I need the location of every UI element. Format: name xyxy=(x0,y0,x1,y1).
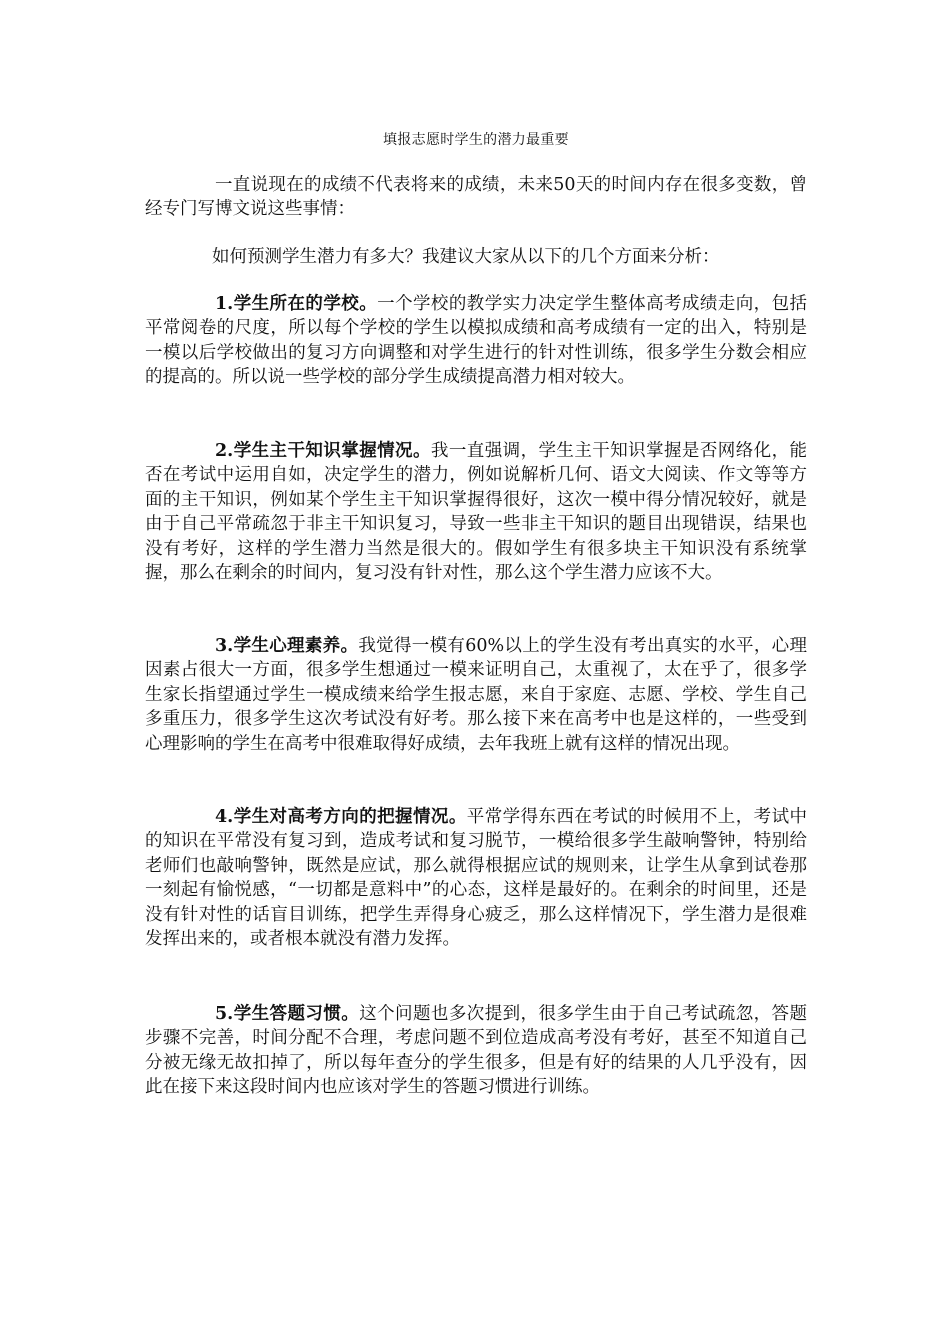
point-heading-4: 4.学生对高考方向的把握情况。 xyxy=(215,807,467,827)
point-paragraph-3 xyxy=(145,634,807,756)
point-heading-2: 2.学生主干知识掌握情况。 xyxy=(215,441,431,461)
point-paragraph-5 xyxy=(145,1002,807,1100)
point-heading-5: 5.学生答题习惯。 xyxy=(215,1004,360,1024)
point-body-4: 平常学得东西在考试的时候用不上，考试中的知识在平常没有复习到，造成考试和复习脱节，一模给很多学生敲响警钟，特别给老师们也敲响警钟，既然是应试，那么就得根据应试的规则来，让学生从拿到试卷那一刻起有愉悦感，“一切都是意料中”的心态，这样是最好的。在剩余的时间里，还是没有针对性的话盲目训练，把学生弄得身心疲乏，那么这样情况下，学生潜力是很难发挥出来的，或者根本就没有潜力发挥。 xyxy=(145,807,807,950)
point-heading-3: 3.学生心理素养。 xyxy=(215,636,359,656)
question-paragraph: 如何预测学生潜力有多大？我建议大家从以下的几个方面来分析： xyxy=(212,247,720,267)
point-body-2: 我一直强调，学生主干知识掌握是否网络化，能否在考试中运用自如，决定学生的潜力，例如说解析几何、语文大阅读、作文等等方面的主干知识，例如某个学生主干知识掌握得很好，这次一模中得分情况较好，就是由于自己平常疏忽于非主干知识复习，导致一些非主干知识的题目出现错误，结果也没有考好，这样的学生潜力当然是很大的。假如学生有很多块主干知识没有系统掌握，那么在剩余的时间内，复习没有针对性，那么这个学生潜力应该不大。 xyxy=(145,441,807,584)
point-paragraph-2 xyxy=(145,439,807,585)
point-paragraph-1 xyxy=(145,292,807,390)
point-body-1: 一个学校的教学实力决定学生整体高考成绩走向，包括平常阅卷的尺度，所以每个学校的学生以模拟成绩和高考成绩有一定的出入，特别是一模以后学校做出的复习方向调整和对学生进行的针对性训练，很多学生分数会相应的提高的。所以说一些学校的部分学生成绩提高潜力相对较大。 xyxy=(145,294,807,388)
point-body-5: 这个问题也多次提到，很多学生由于自己考试疏忽，答题步骤不完善，时间分配不合理，考虑问题不到位造成高考没有考好，甚至不知道自己分被无缘无故扣掉了，所以每年查分的学生很多，但是有好的结果的人几乎没有，因此在接下来这段时间内也应该对学生的答题习惯进行训练。 xyxy=(145,1004,807,1098)
document-title: 填报志愿时学生的潜力最重要 xyxy=(383,132,569,148)
point-heading-1: 1.学生所在的学校。 xyxy=(215,294,378,314)
point-paragraph-4 xyxy=(145,805,807,951)
point-body-3: 我觉得一模有60%以上的学生没有考出真实的水平，心理因素占很大一方面，很多学生想通过一模来证明自己，太重视了，太在乎了，很多学生家长指望通过学生一模成绩来给学生报志愿，来自于家庭、志愿、学校、学生自己多重压力，很多学生这次考试没有好考。那么接下来在高考中也是这样的，一些受到心理影响的学生在高考中很难取得好成绩，去年我班上就有这样的情况出现。 xyxy=(145,636,807,754)
intro-paragraph: 一直说现在的成绩不代表将来的成绩，未来50天的时间内存在很多变数，曾经专门写博文说这些事情： xyxy=(145,175,807,220)
